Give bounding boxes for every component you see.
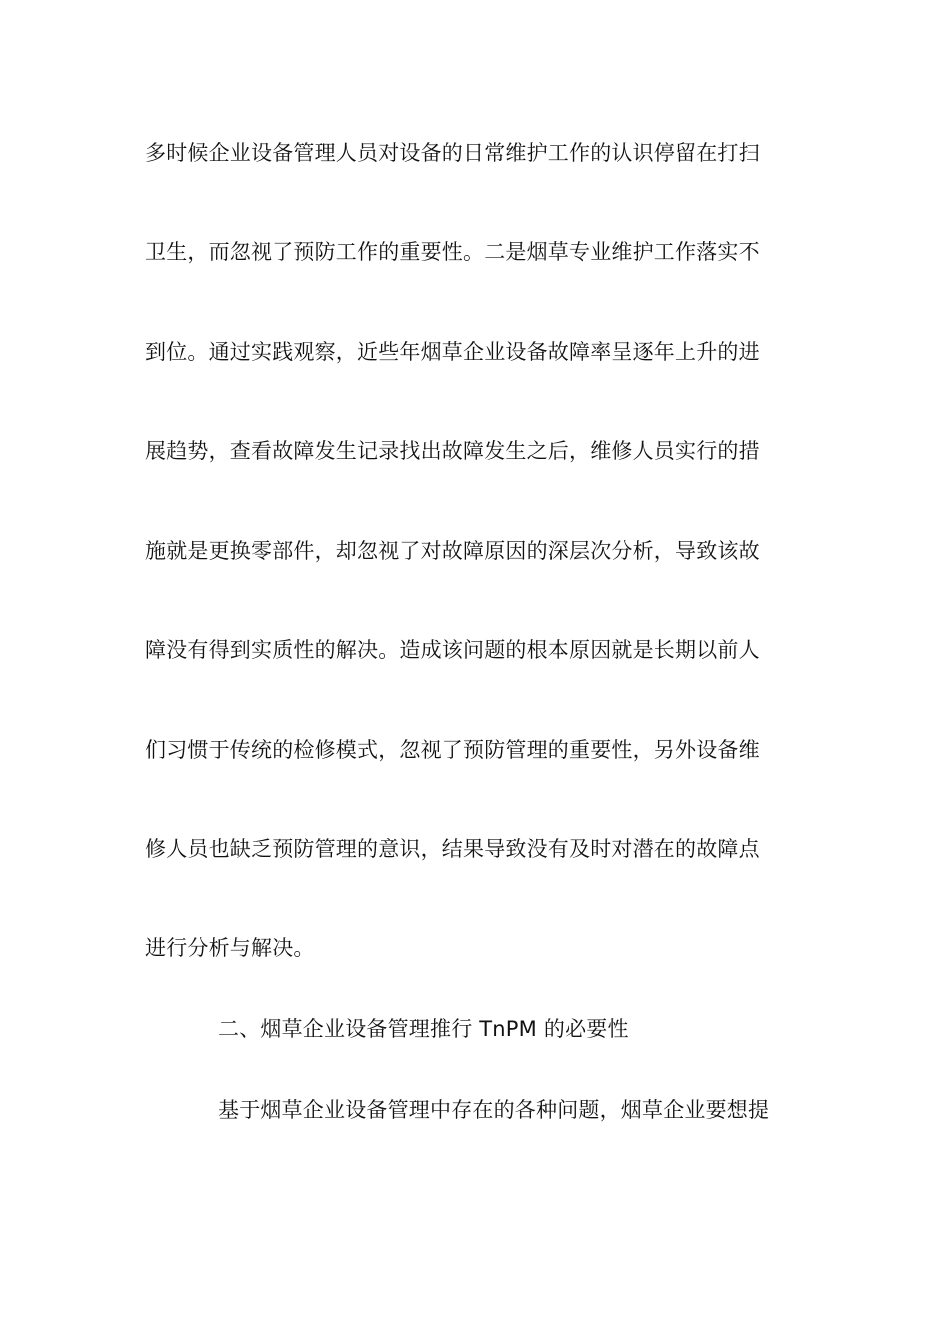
- paragraph-line: 展趋势，查看故障发生记录找出故障发生之后，维修人员实行的措: [145, 439, 760, 463]
- paragraph-line: 多时候企业设备管理人员对设备的日常维护工作的认识停留在打扫: [145, 141, 760, 165]
- paragraph-line: 到位。通过实践观察，近些年烟草企业设备故障率呈逐年上升的进: [145, 340, 760, 364]
- paragraph-line: 基于烟草企业设备管理中存在的各种问题，烟草企业要想提: [218, 1098, 770, 1122]
- section-heading: 二、烟草企业设备管理推行 TnPM 的必要性: [218, 1017, 629, 1041]
- paragraph-line: 修人员也缺乏预防管理的意识，结果导致没有及时对潜在的故障点: [145, 837, 760, 861]
- paragraph-line: 施就是更换零部件，却忽视了对故障原因的深层次分析，导致该故: [145, 539, 760, 563]
- paragraph-line: 障没有得到实质性的解决。造成该问题的根本原因就是长期以前人: [145, 638, 760, 662]
- paragraph-line: 们习惯于传统的检修模式，忽视了预防管理的重要性，另外设备维: [145, 738, 760, 762]
- paragraph-line: 卫生，而忽视了预防工作的重要性。二是烟草专业维护工作落实不: [145, 240, 760, 264]
- paragraph-line: 进行分析与解决。: [145, 936, 315, 960]
